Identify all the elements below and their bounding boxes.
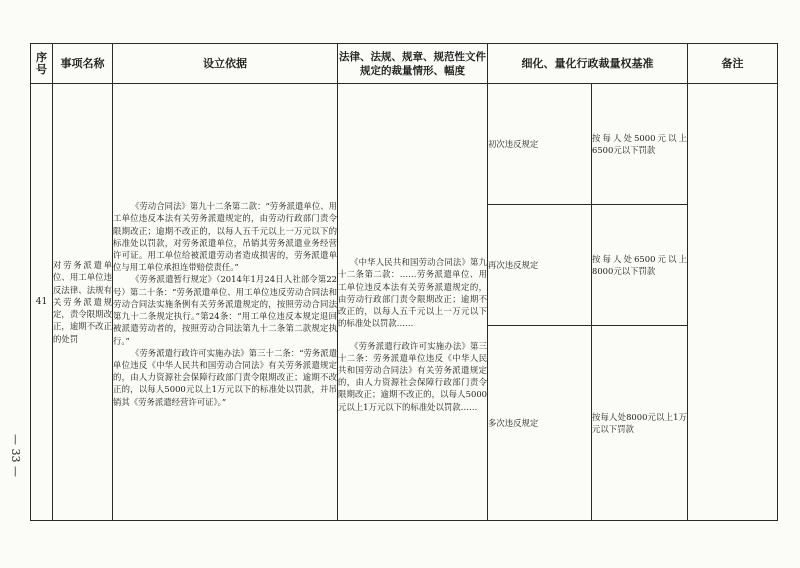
header-statutory-range: 法律、法规、规章、规范性文件规定的裁量情形、幅度: [338, 44, 488, 84]
header-serial-number: 序号: [31, 44, 53, 84]
statute-paragraph-licensing-measures: 《劳务派遣行政许可实施办法》第三十二条：劳务派遣单位违反《中华人民共和国劳动合同法》有关劳务派遣规定的，由人力资源社会保障行政部门责令限期改正；逾期不改正的，以每人5000元以上1万元以下的标准处以罚款……: [338, 340, 487, 412]
statute-paragraph-labor-contract-law: 《中华人民共和国劳动合同法》第九十二条第二款：……劳务派遣单位、用工单位违反本法有关劳务派遣规定的，由劳动行政部门责令限期改正；逾期不改正的，以每人五千元以上一万元以下的标准处以罚款……: [338, 257, 487, 329]
tier-standard-first: 按每人处5000元以上6500元以下罚款: [592, 84, 688, 205]
header-legal-basis: 设立依据: [113, 44, 338, 84]
serial-number-cell: 41: [31, 84, 53, 521]
discretion-standard-table: [30, 43, 778, 521]
tier-standard-second: 按每人处6500元以上8000元以下罚款: [592, 205, 688, 326]
item-name-cell: 对劳务派遣单位、用工单位违反法律、法规有关劳务派遣规定，责令限期改正，逾期不改正的处罚: [53, 84, 113, 521]
table-row: [31, 84, 778, 205]
header-refined-standard: 细化、量化行政裁量权基准: [488, 44, 688, 84]
basis-paragraph-interim-provisions: 《劳务派遣暂行规定》（2014年1月24日人社部令第22号）第二十条：“劳务派遣单位、用工单位违反劳动合同法和劳动合同法实施条例有关劳务派遣规定的，按照劳动合同法第九十二条规定执行。”第24条：“用工单位违反本规定退回被派遣劳动者的，按照劳动合同法第九十二条第二款规定执行。”: [113, 274, 337, 346]
tier-condition-second: 再次违反规定: [488, 205, 592, 326]
header-row: [31, 44, 778, 84]
basis-paragraph-labor-contract-law: 《劳动合同法》第九十二条第二款：“劳务派遣单位、用工单位违反本法有关劳务派遣规定的，由劳动行政部门责令限期改正；逾期不改正的，以每人五千元以上一万元以下的标准处以罚款，对劳务派遣单位，吊销其劳务派遣业务经营许可证。用工单位给被派遣劳动者造成损害的，劳务派遣单位与用工单位承担连带赔偿责任。”: [113, 201, 337, 273]
statutory-range-cell: [338, 84, 488, 521]
tier-condition-first: 初次违反规定: [488, 84, 592, 205]
tier-standard-third: 按每人处8000元以上1万元以下罚款: [592, 326, 688, 521]
page-number: — 33 —: [9, 434, 22, 477]
header-remarks: 备注: [688, 44, 778, 84]
remarks-cell: [688, 84, 778, 521]
basis-paragraph-licensing-measures: 《劳务派遣行政许可实施办法》第三十二条：“劳务派遣单位违反《中华人民共和国劳动合同法》有关劳务派遣规定的，由人力资源社会保障行政部门责令限期改正；逾期不改正的，以每人5000元以上1万元以下的标准处以罚款，并吊销其《劳务派遣经营许可证》。”: [113, 347, 337, 407]
header-item-name: 事项名称: [53, 44, 113, 84]
tier-condition-third: 多次违反规定: [488, 326, 592, 521]
legal-basis-cell: [113, 84, 338, 521]
